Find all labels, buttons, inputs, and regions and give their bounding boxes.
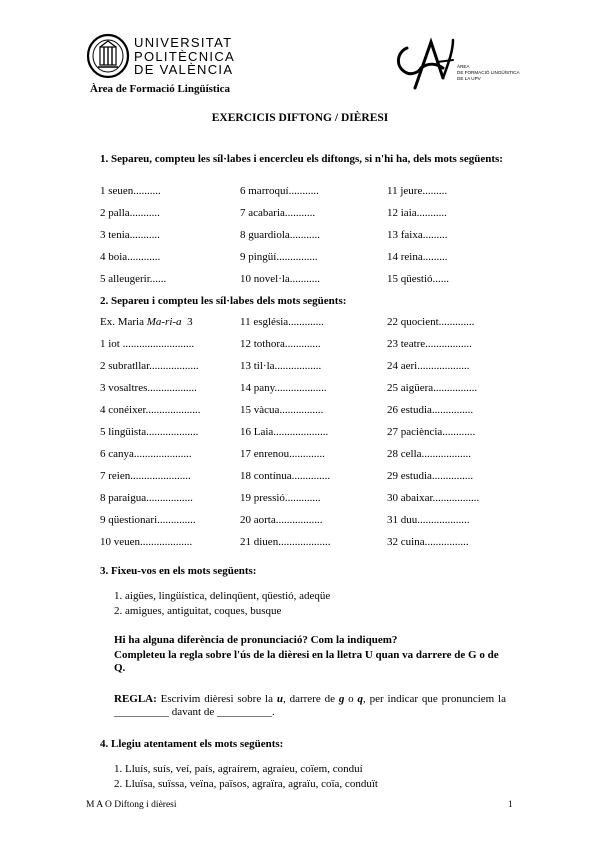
footer-text: M A O Diftong i dièresi: [86, 800, 177, 810]
example-syllables: Ma-ri-a: [146, 316, 182, 328]
list-item: 30 abaixar.................: [387, 492, 480, 504]
section3-heading: 3. Fixeu-vos en els mots següents:: [100, 565, 257, 577]
list-item: 12 iaia...........: [387, 207, 447, 219]
section1-heading: 1. Separeu, compteu les síl·labes i encercleu els diftongs, si n'hi ha, dels mots següents:: [100, 153, 503, 165]
list-item: 11 jeure.........: [387, 185, 448, 197]
example-row: [100, 316, 193, 329]
rule-label: REGLA:: [114, 693, 157, 705]
list-item: 4 boia............: [100, 251, 161, 263]
list-item: 10 veuen...................: [100, 536, 193, 548]
list-item: 7 acabaria...........: [240, 207, 316, 219]
list-item: 15 vàcua................: [240, 404, 324, 416]
university-name-line: POLITÈCNICA: [134, 48, 235, 64]
list-item: 15 qüestió......: [387, 273, 450, 285]
list-item: 28 cella..................: [387, 448, 472, 460]
section4-heading: 4. Llegiu atentament els mots següents:: [100, 738, 284, 750]
list-item: 2 subratllar..................: [100, 360, 199, 372]
rule-paragraph: [114, 693, 506, 719]
list-item: 2 palla...........: [100, 207, 160, 219]
list-item: 17 enrenou.............: [240, 448, 325, 460]
university-seal-logo: [86, 33, 130, 79]
logo-text-line: DE LA UPV: [457, 76, 481, 81]
university-name: [134, 36, 235, 77]
section2-heading: 2. Separeu i compteu les síl·labes dels mots següents:: [100, 295, 347, 307]
logo-text-line: ÀREA: [457, 64, 470, 69]
list-item: 10 novel·la...........: [240, 273, 321, 285]
list-item: 23 teatre.................: [387, 338, 472, 350]
university-name-line: DE VALÈNCIA: [134, 62, 234, 78]
page-title: EXERCICIS DIFTONG / DIÈRESI: [211, 112, 389, 124]
list-item: 16 Laia....................: [240, 426, 329, 438]
question-text: Completeu la regla sobre l'ús de la dièresi en la lletra U quan va darrere de G o de Q.: [114, 649, 499, 675]
list-item: 14 pany...................: [240, 382, 327, 394]
list-item: 1. aigües, lingüística, delinqüent, qüestió, adeqüe: [114, 590, 331, 602]
rule-text: o: [344, 693, 358, 705]
list-item: 7 reien......................: [100, 470, 191, 482]
list-item: 12 tothora.............: [240, 338, 321, 350]
rule-text: , darrere de: [282, 693, 339, 705]
list-item: 3 tenia...........: [100, 229, 160, 241]
rule-text: Escrivim dièresi sobre la: [156, 693, 277, 705]
list-item: 14 reina.........: [387, 251, 448, 263]
list-item: 25 aigüera................: [387, 382, 478, 394]
university-name-line: UNIVERSITAT: [134, 35, 233, 50]
list-item: 19 pressió.............: [240, 492, 321, 504]
rule-text: , per indicar que pronunciem la __________ davant de __________.: [114, 693, 506, 719]
list-item: 4 conéixer....................: [100, 404, 201, 416]
list-item: 1. Lluís, suís, veí, país, agraírem, agraíeu, coïem, conduí: [114, 763, 363, 775]
list-item: 6 canya.....................: [100, 448, 192, 460]
list-item: 13 faixa.........: [387, 229, 448, 241]
area-label: Àrea de Formació Lingüística: [90, 83, 231, 95]
list-item: 26 estudia...............: [387, 404, 474, 416]
list-item: 2. amigues, antiguitat, coques, busque: [114, 605, 282, 617]
list-item: 13 til·la.................: [240, 360, 322, 372]
rule-letter-q: q: [357, 693, 364, 705]
list-item: 1 iot ..........................: [100, 338, 195, 350]
list-item: 1 seuen..........: [100, 185, 161, 197]
example-count: 3: [187, 316, 193, 328]
logo-text-line: DE FORMACIÓ LINGÜÍSTICA: [457, 70, 520, 75]
list-item: 24 aeri...................: [387, 360, 470, 372]
list-item: 3 vosaltres..................: [100, 382, 197, 394]
list-item: 2. Lluïsa, suïssa, veïna, països, agraïra, agraïu, coïa, conduït: [114, 778, 378, 790]
question-line: Hi ha alguna diferència de pronunciació? Com la indiquem?: [114, 634, 398, 646]
list-item: 27 paciència............: [387, 426, 476, 438]
list-item: 31 duu...................: [387, 514, 470, 526]
page-number: 1: [508, 800, 513, 810]
list-item: 9 pingüí...............: [240, 251, 318, 263]
list-item: 32 cuina................: [387, 536, 469, 548]
example-prefix: Ex. Maria: [100, 316, 147, 328]
list-item: 29 estudia...............: [387, 470, 474, 482]
list-item: 5 lingüista...................: [100, 426, 199, 438]
list-item: 20 aorta.................: [240, 514, 323, 526]
list-item: 8 paraigua.................: [100, 492, 193, 504]
list-item: 6 marroquí...........: [240, 185, 319, 197]
list-item: 21 diuen...................: [240, 536, 331, 548]
list-item: 5 alleugerir......: [100, 273, 167, 285]
rule-letter-u: u: [276, 693, 283, 705]
list-item: 11 església.............: [240, 316, 324, 328]
list-item: 22 quocient.............: [387, 316, 475, 328]
language-area-logo: [393, 32, 525, 96]
list-item: 18 contínua..............: [240, 470, 331, 482]
question-line: [114, 649, 504, 675]
rule-letter-g: g: [338, 693, 345, 705]
list-item: 9 qüestionari..............: [100, 514, 196, 526]
list-item: 8 guardiola...........: [240, 229, 321, 241]
